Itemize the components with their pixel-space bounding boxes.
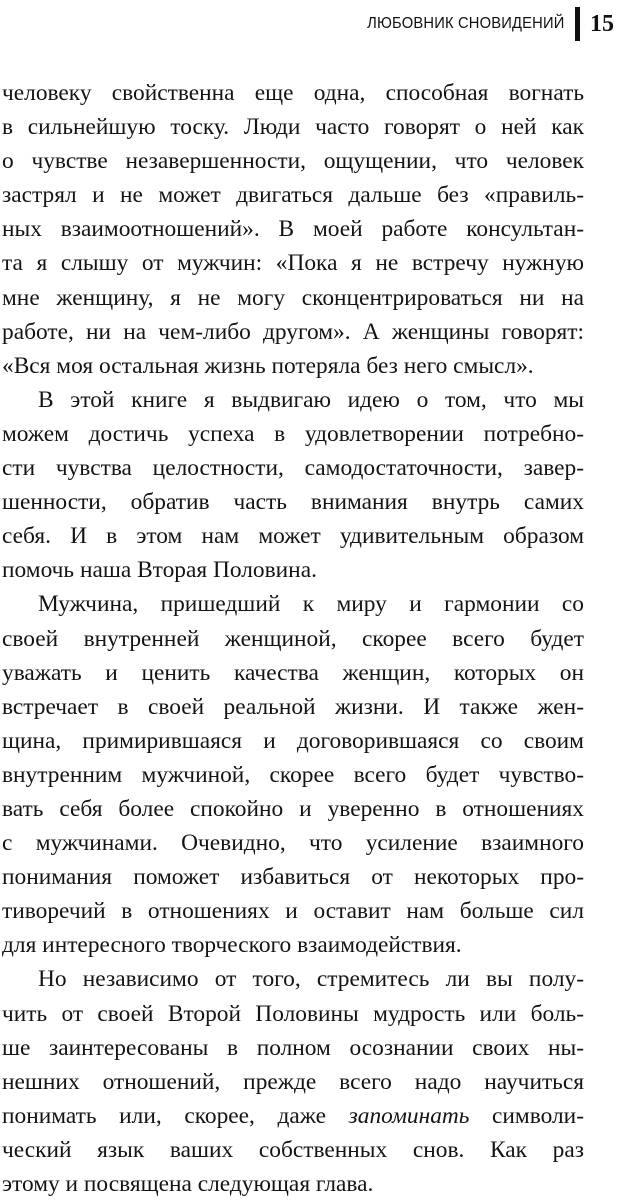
text-line: себя. И в этом нам может удивительным образом <box>2 523 584 550</box>
text-line: ных взаимоотношений». В моей работе консультан- <box>2 216 584 243</box>
text-line: шенности, обратив часть внимания внутрь самих <box>2 489 584 516</box>
text-line: та я слышу от мужчин: «Пока я не встречу нужную <box>2 250 584 277</box>
text-line: чить от своей Второй Половины мудрость или боль- <box>2 1000 584 1027</box>
text-line: вать себя более спокойно и уверенно в отношениях <box>2 795 584 822</box>
paragraph-4 <box>2 962 584 1201</box>
text-line: можем достичь успеха в удовлетворении потребно- <box>2 420 584 447</box>
text-line: понимания поможет избавиться от некоторых про- <box>2 864 584 891</box>
text-line: внутренним мужчиной, скорее всего будет чувство- <box>2 761 584 788</box>
text-line: ше заинтересованы в полном осознании своих ны- <box>2 1034 584 1061</box>
text-line: человеку свойственна еще одна, способная вогнать <box>2 80 584 106</box>
text-line: работе, ни на чем-либо другом». А женщины говорят: <box>2 318 584 345</box>
page-header <box>350 6 620 42</box>
text-line: застрял и не может двигаться дальше без «правиль- <box>2 182 584 209</box>
text-line: нешних отношений, прежде всего надо научиться <box>2 1068 584 1095</box>
page-number: 15 <box>590 10 614 37</box>
text-line: встречает в своей реальной жизни. И также жен- <box>2 693 584 720</box>
text-line: Мужчина, пришедший к миру и гармонии со <box>38 591 584 618</box>
text-line: щина, примирившаяся и договорившаяся со своим <box>2 727 584 754</box>
paragraph-3 <box>2 587 584 962</box>
line-end: символи- <box>469 1102 584 1129</box>
text-line: для интересного творческого взаимодействия. <box>2 932 462 959</box>
text-line-with-emphasis <box>2 1099 584 1133</box>
text-line: своей внутренней женщиной, скорее всего будет <box>2 625 584 652</box>
text-line: «Вся моя остальная жизнь потеряла без него смысл». <box>2 352 534 379</box>
text-line: с мужчинами. Очевидно, что усиление взаимного <box>2 830 584 857</box>
text-line: тиворечий в отношениях и оставит нам больше сил <box>2 898 584 925</box>
text-line: этому и посвящена следующая глава. <box>2 1171 374 1197</box>
text-line: Но независимо от того, стремитесь ли вы полу- <box>38 966 584 993</box>
text-line: мне женщину, я не могу сконцентрироваться ни на <box>2 284 584 311</box>
paragraph-1 <box>2 76 584 383</box>
header-divider <box>575 7 580 41</box>
line-start: понимать или, скорее, даже <box>2 1102 349 1129</box>
text-line: помочь наша Вторая Половина. <box>2 557 317 584</box>
text-line: о чувстве незавершенности, ощущении, что человек <box>2 148 584 175</box>
text-line: уважать и ценить качества женщин, которых он <box>2 659 584 686</box>
text-line: ческий язык ваших собственных снов. Как раз <box>2 1136 584 1163</box>
text-line: сти чувства целостности, самодостаточности, завер- <box>2 455 584 482</box>
emphasized-word: запоминать <box>348 1102 470 1129</box>
body-text <box>2 76 584 1201</box>
running-title: ЛЮБОВНИК СНОВИДЕНИЙ <box>367 15 565 32</box>
text-line: в сильнейшую тоску. Люди часто говорят о ней как <box>2 114 584 141</box>
text-line: В этой книге я выдвигаю идею о том, что мы <box>38 386 584 413</box>
paragraph-2 <box>2 383 584 588</box>
